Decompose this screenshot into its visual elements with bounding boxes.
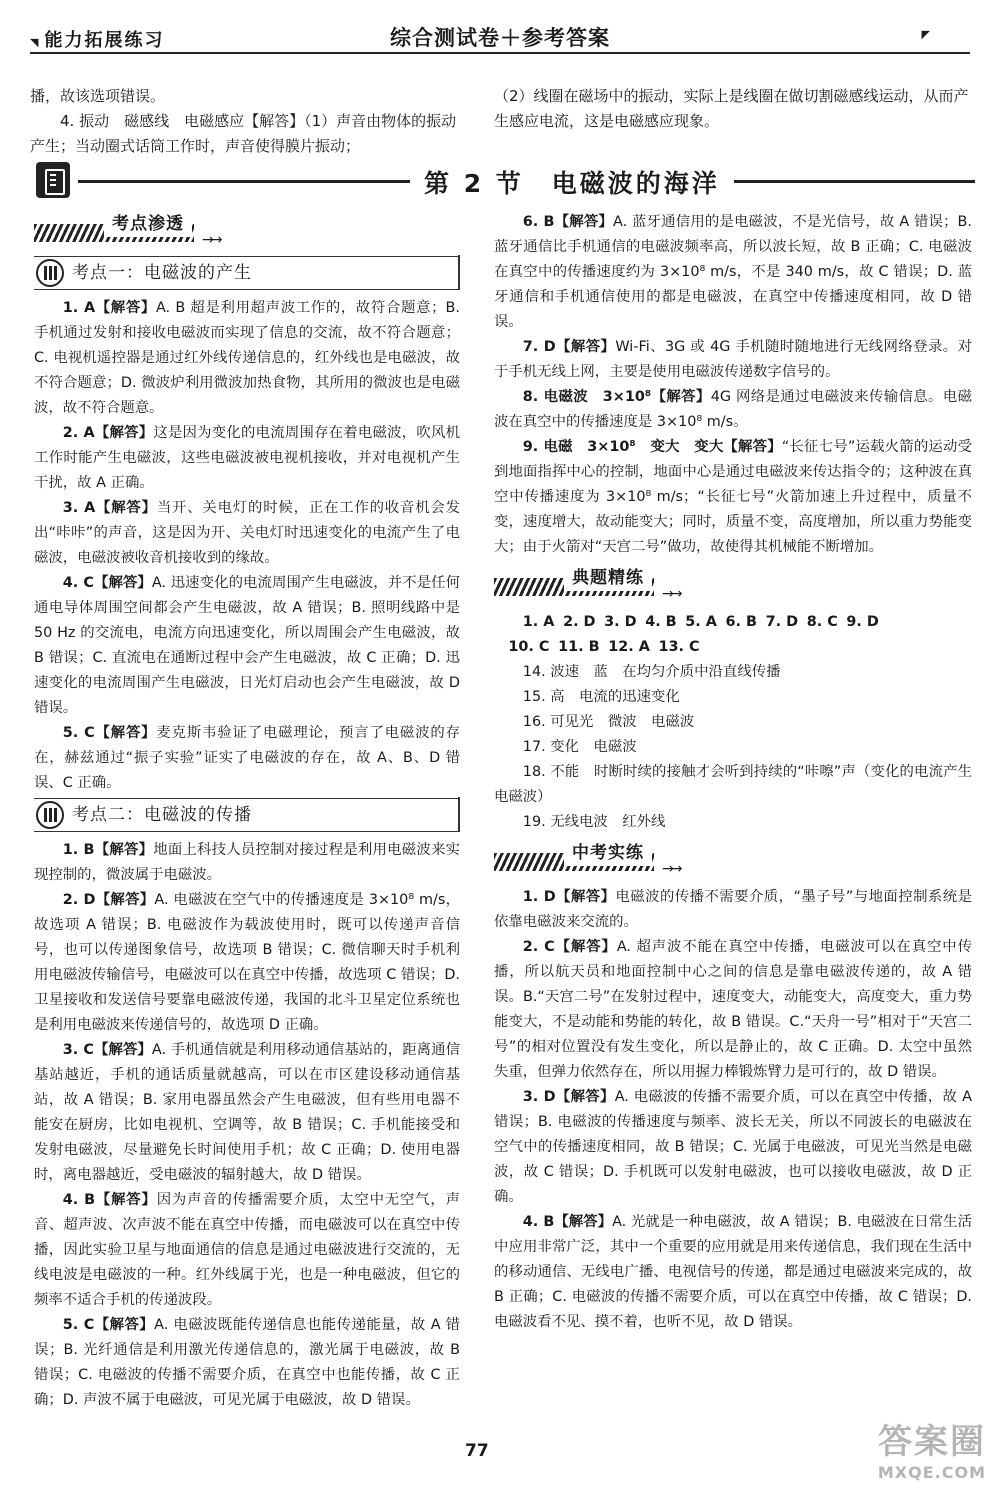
fill-answer: 19. 无线电波 红外线 [522, 814, 666, 830]
answer-item: 1. A【解答】A. B 超是利用超声波工作的，故符合题意；B. 手机通过发射和接收电磁波而实现了信息的交流，故不符合题意；C. 电视机遥控器是通过红外线传递信息的，红外线也是电磁波，故不符合题意；D. 微波炉利用微波加热食物，其所用的微波也是电磁波，故不符合题意。 [34, 300, 460, 416]
fill-answer: 18. 不能 时断时续的接触才会听到持续的“咔嚓”声（变化的电流产生电磁波） [494, 764, 972, 805]
left-column [34, 210, 460, 1413]
answer-item: 8. 电磁波 3×10⁸【解答】4G 网络是通过电磁波来传输信息。电磁波在真空中的传播速度是 3×10⁸ m/s。 [494, 389, 972, 430]
top-right-continuation [494, 84, 972, 134]
choice-answers-row: 10. C 11. B 12. A 13. C [508, 639, 700, 655]
arrow-icon: →→ [662, 861, 680, 877]
kaodian-one-header [34, 256, 460, 290]
header-corner-mark: ◤ [921, 28, 930, 41]
band-kaodian [34, 210, 460, 250]
band-zhongkao [494, 839, 972, 879]
arrow-icon: →→ [202, 232, 220, 248]
answer-item: 5. C【解答】A. 电磁波既能传递信息也能传递能量，故 A 错误；B. 光纤通信是利用激光传递信息的，激光属于电磁波，故 B 错误；C. 电磁波的传播不需要介质，在真空中也能传播，故 C 正确；D. 声波不属于电磁波，可见光属于电磁波，故 D 错误。 [34, 1317, 460, 1408]
watermark-url: MXQE.COM [877, 1463, 986, 1482]
continuation-line: （2）线圈在磁场中的振动，实际上是线圈在做切割磁感线运动，从而产生感应电流，这是电磁感应现象。 [494, 87, 969, 130]
band-dianti [494, 564, 972, 604]
answer-item: 6. B【解答】A. 蓝牙通信用的是电磁波，不是光信号，故 A 错误；B. 蓝牙通信比手机通信的电磁波频率高，所以波长短，故 B 正确；C. 电磁波在真空中的传播速度约为 3×10⁸ m/s，不是 340 m/s，故 C 错误；D. 蓝牙通信和手机通信使用的都是电磁波，在真空中传播速度相同，故 D 错误。 [494, 214, 972, 330]
answer-item: 1. B【解答】地面上科技人员控制对接过程是利用电磁波来实现控制的，微波属于电磁波。 [34, 842, 460, 883]
band-title: 考点渗透 [104, 212, 192, 237]
notebook-icon [36, 162, 70, 198]
answer-item: 4. B【解答】A. 光就是一种电磁波，故 A 错误；B. 电磁波在日常生活中应用非常广泛，其中一个重要的应用就是用来传递信息，我们现在生活中的移动通信、无线电广播、电视信号的传递，都是通过电磁波来完成的，故 B 正确；C. 电磁波的传播不需要介质，可以在真空中传播，故 C 错误；D. 电磁波看不见、摸不着，也听不见，故 D 错误。 [494, 1214, 972, 1330]
header-rule [30, 52, 970, 54]
answer-item: 7. D【解答】Wi-Fi、3G 或 4G 手机随时随地进行无线网络登录。对于手机无线上网，主要是使用电磁波传递数字信号的。 [494, 339, 973, 380]
continuation-line: 4. 振动 磁感线 电磁感应【解答】（1）声音由物体的振动产生；当动圈式话筒工作时，声音使得膜片振动； [30, 112, 457, 155]
bars-icon [36, 801, 64, 829]
answer-item: 2. D【解答】A. 电磁波在空气中的传播速度是 3×10⁸ m/s，故选项 A 错误；B. 电磁波作为载波使用时，既可以传递声音信号，也可以传递图象信号，故选项 B 错误；C. 微信聊天时手机利用电磁波传输信号，电磁波可以在真空中传播，故选项 C 错误；D. 卫星接收和发送信号要靠电磁波传递，我国的北斗卫星定位系统也是利用电磁波来传递信号的，故选项 D 正确。 [34, 892, 460, 1033]
kaodian-label: 考点一：电磁波的产生 [72, 263, 252, 283]
answer-item: 3. D【解答】A. 电磁波的传播不需要介质，可以在真空中传播，故 A 错误；B. 电磁波的传播速度与频率、波长无关，所以不同波长的电磁波在空气中的传播速度相同，故 B 错误；C. 光属于电磁波，可见光当然是电磁波，故 C 错误；D. 手机既可以发射电磁波，也可以接收电磁波，故 D 正确。 [494, 1089, 972, 1205]
answer-item: 4. C【解答】A. 迅速变化的电流周围产生电磁波，并不是任何通电导体周围空间都会产生电磁波，故 A 错误；B. 照明线路中是 50 Hz 的交流电，电流方向迅速变化，所以周围会产生电磁波，故 B 错误；C. 直流电在通断过程中会产生电磁波，故 C 正确；D. 迅速变化的电流周围产生电磁波，日光灯启动也会产生电磁波，故 D 错误。 [34, 575, 460, 716]
choice-answers-row: 1. A 2. D 3. D 4. B 5. A 6. B 7. D 8. C 9. D [522, 614, 879, 630]
answer-item: 9. 电磁 3×10⁸ 变大 变大【解答】“长征七号”运载火箭的运动受到地面指挥中心的控制，地面中心是通过电磁波来传达指令的；这种波在真空中传播速度为 3×10⁸ m/s；“长征七号”火箭加速上升过程中，质量不变，速度增大，故动能变大；同时，质量不变，高度增加，所以重力势能变大；由于火箭对“天宫二号”做功，故使得其机械能不断增加。 [494, 439, 973, 555]
fill-answer: 15. 高 电流的迅速变化 [522, 689, 680, 705]
band-title: 典题精练 [564, 566, 652, 591]
kaodian-label: 考点二：电磁波的传播 [72, 805, 252, 825]
section-title: 第 2 节 电磁波的海洋 [410, 164, 734, 200]
answer-item: 3. A【解答】当开、关电灯的时候，正在工作的收音机会发出“咔咔”的声音，这是因为开、关电灯时迅速变化的电流产生了电磁波，电磁波被收音机接收到的缘故。 [34, 500, 460, 566]
page-header [30, 16, 970, 56]
answer-item: 4. B【解答】因为声音的传播需要介质，太空中无空气，声音、超声波、次声波不能在真空中传播，而电磁波可以在真空中传播，因此实验卫星与地面通信的信息是通过电磁波进行交流的，无线电波是电磁波的一种。红外线属于光，也是一种电磁波，但它的频率不适合手机的传递波段。 [34, 1192, 460, 1308]
bars-icon [36, 259, 64, 287]
band-title: 中考实练 [564, 841, 652, 866]
answer-item: 1. D【解答】电磁波的传播不需要介质，“墨子号”与地面控制系统是依靠电磁波来交流的。 [494, 889, 972, 930]
answer-item: 2. A【解答】这是因为变化的电流周围存在着电磁波，吹风机工作时能产生电磁波，这些电磁波被电视机接收，并对电视机产生干扰，故 A 正确。 [34, 425, 460, 491]
page-number: 77 [465, 1441, 489, 1461]
fill-answer: 14. 波速 蓝 在均匀介质中沿直线传播 [522, 664, 781, 680]
continuation-line: 播，故该选项错误。 [30, 87, 166, 105]
answer-item: 3. C【解答】A. 手机通信就是利用移动通信基站的，距离通信基站越近，手机的通话质量就越高，可以在市区建设移动通信基站，故 A 错误；B. 家用电器虽然会产生电磁波，但有些用电器不能安在厨房，比如电视机、空调等，故 B 错误；C. 手机能接受和发射电磁波，尽量避免长时间使用手机；故 C 正确；D. 使用电器时，离电器越近，受电磁波的辐射越大，故 D 错误。 [34, 1042, 460, 1183]
top-left-continuation [30, 84, 460, 159]
fill-answer: 16. 可见光 微波 电磁波 [522, 714, 695, 730]
answer-item: 2. C【解答】A. 超声波不能在真空中传播，电磁波可以在真空中传播，所以航天员和地面控制中心之间的信息是靠电磁波传递的，故 A 错误。B.“天宫二号”在发射过程中，速度变大，动能变大，高度变大，重力势能变大，不是动能和势能的转化，故 B 错误。C.“天舟一号”相对于“天宫二号”的相对位置没有发生变化，所以是静止的，故 C 正确。D. 太空中虽然失重，但弹力依然存在，所以用握力棒锻炼臂力是可行的，故 D 错误。 [494, 939, 972, 1080]
answer-item: 5. C【解答】麦克斯韦验证了电磁理论，预言了电磁波的存在，赫兹通过“振子实验”证实了电磁波的存在，故 A、B、D 错误、C 正确。 [34, 725, 460, 791]
section-heading [30, 158, 975, 204]
kaodian-two-header [34, 798, 460, 832]
right-column [494, 210, 972, 1335]
header-series-title: ◥ 能力拓展练习 [30, 26, 164, 52]
watermark [836, 1414, 986, 1482]
watermark-logo: 答案圈 [878, 1422, 986, 1462]
arrow-icon: →→ [662, 586, 680, 602]
header-book-title: 综合测试卷＋参考答案 [390, 26, 610, 50]
fill-answer: 17. 变化 电磁波 [522, 739, 637, 755]
